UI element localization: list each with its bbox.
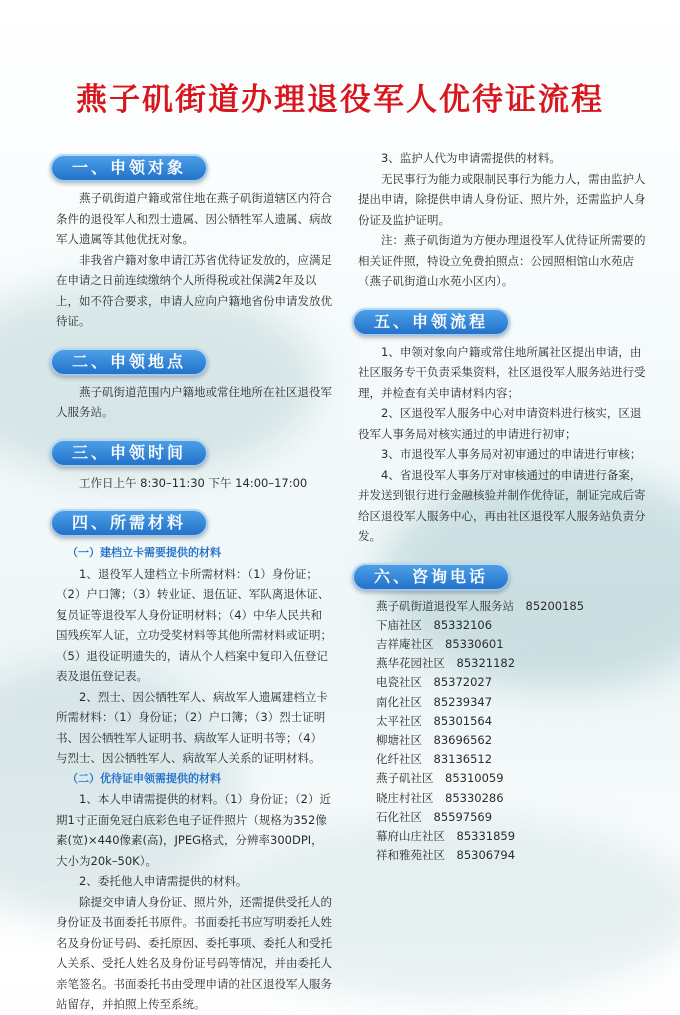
phone-entry: 太平社区 85301564 — [376, 713, 493, 728]
paragraph: 1、申领对象向户籍或常住地所属社区提出申请，由社区服务专干负责采集资料，社区退役军人服务站进行受理，并检查有关申请材料内容； — [358, 344, 646, 400]
paragraph: 4、省退役军人事务厅对审核通过的申请进行备案，并发送到银行进行金融核验并制作优待证，制证完成后寄给区退役军人服务中心，再由社区退役军人服务站负责分发。 — [358, 467, 646, 543]
left-column — [56, 148, 332, 1015]
phone-entry: 燕子矶社区 85310059 — [376, 771, 504, 786]
paragraph: 非我省户籍对象申请江苏省优待证发放的，应满足在申请之日前连续缴纳个人所得税或社保满2年及以上，如不符合要求，申请人应向户籍地省份申请发放优待证。 — [56, 252, 332, 328]
phone-entry: 石化社区 85597569 — [376, 809, 493, 824]
phone-entry: 下庙社区 85332106 — [376, 617, 493, 632]
phone-entry: 吉祥庵社区 85330601 — [376, 636, 504, 651]
paragraph: 燕子矶街道户籍或常住地在燕子矶街道辖区内符合条件的退役军人和烈士遗属、因公牺牲军人遗属、病故军人遗属等其他优抚对象。 — [56, 191, 332, 246]
subsection-heading: （一）建档立卡需要提供的材料 — [67, 546, 221, 559]
section-header-process: 五、申领流程 — [352, 308, 510, 336]
paragraph: 2、区退役军人服务中心对申请资料进行核实，区退役军人事务局对核实通过的申请进行初审； — [358, 406, 642, 441]
paragraph: 除提交申请人身份证、照片外，还需提供受托人的身份证及书面委托书原件。书面委托书应写明委托人姓名及身份证号码、委托原因、委托事项、委托人和受托人关系、受托人姓名及身份证号码等情况，并由委托人亲笔签名。书面委托书由受理申请的社区退役军人服务站留存，并拍照上传至系统。 — [56, 894, 332, 1011]
phone-entry: 幕府山庄社区 85331859 — [376, 828, 516, 843]
section-header-location: 二、申领地点 — [50, 348, 208, 376]
page-title: 燕子矶街道办理退役军人优待证流程 — [76, 82, 604, 118]
phone-entry: 电瓷社区 85372027 — [376, 675, 493, 690]
phone-entry: 燕华花园社区 85321182 — [376, 656, 516, 671]
phone-entry: 祥和雅苑社区 85306794 — [376, 848, 516, 863]
paragraph: 无民事行为能力或限制民事行为能力人，需由监护人提出申请，除提供申请人身份证、照片外，还需监护人身份证及监护证明。 — [358, 171, 646, 227]
paragraph: 1、本人申请需提供的材料。（1）身份证；（2）近期1寸正面免冠白底彩色电子证件照片（规格为352像素(宽)×440像素(高)，JPEG格式，分辨率300DPI，大小为20k–50K）。 — [56, 792, 331, 868]
paragraph: 3、监护人代为申请需提供的材料。 — [381, 151, 561, 165]
phone-entry: 化纤社区 83136512 — [376, 752, 493, 767]
section-header-time: 三、申领时间 — [50, 439, 208, 467]
paragraph: 2、烈士、因公牺牲军人、病故军人遗属建档立卡所需材料：（1）身份证；（2）户口簿；（3）烈士证明书、因公牺牲军人证明书、病故军人证明书等；（4）与烈士、因公牺牲军人、病故军人关系的证明材料。 — [56, 689, 328, 765]
paragraph: 注：燕子矶街道为方便办理退役军人优待证所需要的相关证件照，特设立免费拍照点：公园照相馆山水苑店（燕子矶街道山水苑小区内）。 — [358, 233, 646, 288]
paragraph: 3、市退役军人事务局对初审通过的申请进行审核； — [381, 447, 642, 461]
section-header-applicants: 一、申领对象 — [50, 154, 208, 182]
paragraph: 1、退役军人建档立卡所需材料：（1）身份证；（2）户口簿；（3）转业证、退伍证、军队离退休证、复员证等退役军人身份证明材料；（4）中华人民共和国残疾军人证，立功受奖材料等其他所需材料或证明；（5）退役证明遗失的，请从个人档案中复印入伍登记表及退伍登记表。 — [56, 566, 332, 683]
phone-entry: 柳塘社区 83696562 — [376, 732, 493, 747]
subsection-heading: （二）优待证申领需提供的材料 — [67, 771, 221, 785]
phone-entry: 燕子矶街道退役军人服务站 85200185 — [376, 598, 585, 613]
right-column — [358, 148, 646, 865]
section-header-phones: 六、咨询电话 — [352, 563, 510, 591]
paragraph: 工作日上午 8:30–11:30 下午 14:00–17:00 — [79, 475, 308, 490]
section-header-materials: 四、所需材料 — [50, 509, 208, 537]
phone-entry: 南化社区 85239347 — [376, 694, 493, 709]
phone-entry: 晓庄村社区 85330286 — [376, 790, 504, 805]
paragraph: 燕子矶街道范围内户籍地或常住地所在社区退役军人服务站。 — [56, 384, 332, 419]
paragraph: 2、委托他人申请需提供的材料。 — [79, 874, 248, 888]
